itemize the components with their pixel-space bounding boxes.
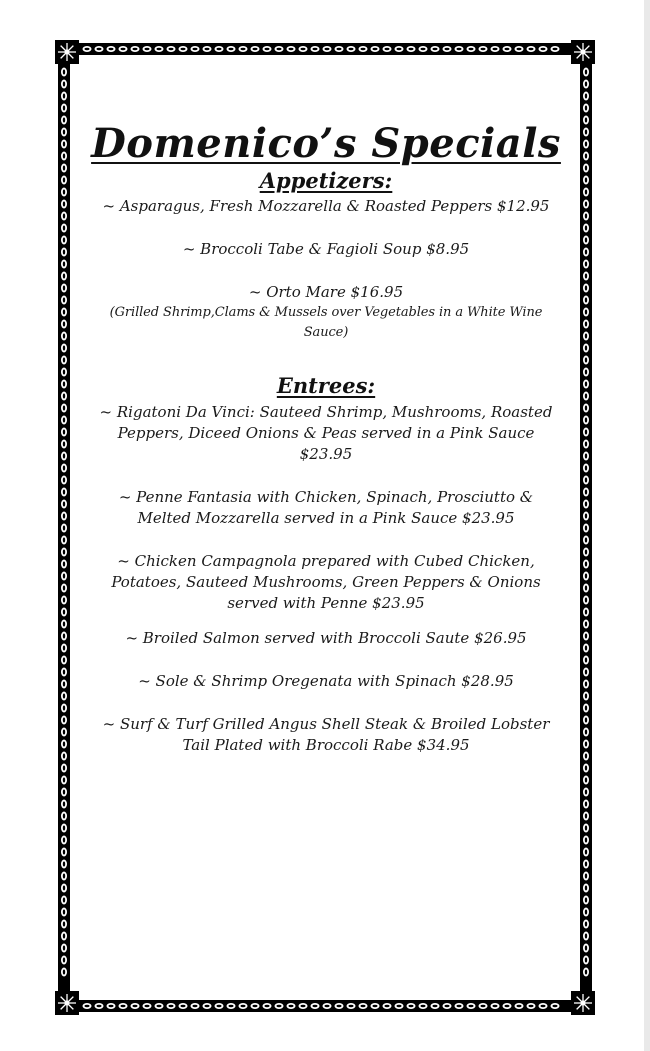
entree-item: ~ Broiled Salmon served with Broccoli Saute $26.95 xyxy=(125,629,527,647)
border-link-core xyxy=(585,742,587,747)
border-link-core xyxy=(63,934,65,939)
border-link-core xyxy=(63,298,65,303)
border-link-core xyxy=(585,418,587,423)
border-link-core xyxy=(433,48,438,50)
border-link-core xyxy=(585,526,587,531)
border-link-core xyxy=(121,1005,126,1007)
border-link-core xyxy=(63,178,65,183)
border-link-core xyxy=(373,48,378,50)
border-link-core xyxy=(63,310,65,315)
border-link-core xyxy=(63,442,65,447)
border-link-core xyxy=(63,538,65,543)
border-link-core xyxy=(585,694,587,699)
border-link-core xyxy=(585,142,587,147)
border-link-core xyxy=(337,48,342,50)
border-link-core xyxy=(409,48,414,50)
border-link-core xyxy=(457,48,462,50)
border-link-core xyxy=(181,48,186,50)
border-link-core xyxy=(553,48,558,50)
border-link-core xyxy=(63,766,65,771)
border-link-core xyxy=(385,1005,390,1007)
border-link-core xyxy=(63,838,65,843)
border-link-core xyxy=(517,1005,522,1007)
border-link-core xyxy=(63,790,65,795)
border-link-core xyxy=(63,370,65,375)
border-link-core xyxy=(63,106,65,111)
border-link-core xyxy=(63,922,65,927)
border-link-core xyxy=(63,274,65,279)
border-link-core xyxy=(585,154,587,159)
border-link-core xyxy=(409,1005,414,1007)
border-link-core xyxy=(585,934,587,939)
border-link-core xyxy=(585,490,587,495)
border-link-core xyxy=(63,730,65,735)
border-link-core xyxy=(585,958,587,963)
border-link-core xyxy=(145,1005,150,1007)
border-link-core xyxy=(63,526,65,531)
border-link-core xyxy=(63,634,65,639)
border-link-core xyxy=(585,970,587,975)
border-link-core xyxy=(63,346,65,351)
border-link-core xyxy=(325,48,330,50)
border-link-core xyxy=(585,430,587,435)
border-link-core xyxy=(63,598,65,603)
border-link-core xyxy=(63,418,65,423)
border-link-core xyxy=(63,358,65,363)
border-link-core xyxy=(585,238,587,243)
border-link-core xyxy=(541,1005,546,1007)
border-link-core xyxy=(169,1005,174,1007)
border-link-core xyxy=(63,250,65,255)
border-link-core xyxy=(337,1005,342,1007)
border-link-core xyxy=(193,48,198,50)
border-link-core xyxy=(229,1005,234,1007)
border-link-core xyxy=(181,1005,186,1007)
border-link-core xyxy=(585,178,587,183)
border-link-core xyxy=(585,286,587,291)
border-link-core xyxy=(585,718,587,723)
border-link-core xyxy=(63,130,65,135)
border-link-core xyxy=(63,502,65,507)
border-link-core xyxy=(253,48,258,50)
border-link-core xyxy=(63,586,65,591)
entree-item: ~ Chicken Campagnola prepared with Cubed Chicken, Potatoes, Sauteed Mushrooms, Green Peppers & Onions served with Penne $23.95 xyxy=(111,552,541,612)
border-link-core xyxy=(585,826,587,831)
border-link-core xyxy=(585,334,587,339)
border-link-core xyxy=(63,574,65,579)
border-link-core xyxy=(585,466,587,471)
border-link-core xyxy=(205,48,210,50)
border-link-core xyxy=(505,1005,510,1007)
border-link-core xyxy=(585,898,587,903)
border-link-core xyxy=(529,1005,534,1007)
border-link-core xyxy=(541,48,546,50)
border-link-core xyxy=(585,562,587,567)
border-link-core xyxy=(585,118,587,123)
border-link-core xyxy=(585,802,587,807)
border-link-core xyxy=(241,1005,246,1007)
border-link-core xyxy=(63,202,65,207)
border-link-core xyxy=(585,130,587,135)
border-link-core xyxy=(63,286,65,291)
border-link-core xyxy=(585,370,587,375)
border-link-core xyxy=(585,658,587,663)
border-link-core xyxy=(585,538,587,543)
border-link-core xyxy=(229,48,234,50)
border-link-core xyxy=(585,454,587,459)
border-link-core xyxy=(63,394,65,399)
border-link-core xyxy=(585,298,587,303)
border-link-core xyxy=(133,1005,138,1007)
corner-center xyxy=(581,50,586,55)
border-link-core xyxy=(121,48,126,50)
corner-center xyxy=(65,1001,70,1006)
border-link-core xyxy=(517,48,522,50)
border-link-core xyxy=(553,1005,558,1007)
border-link-core xyxy=(445,1005,450,1007)
border-link-core xyxy=(469,48,474,50)
border-link-core xyxy=(253,1005,258,1007)
border-link-core xyxy=(157,1005,162,1007)
border-link-core xyxy=(585,874,587,879)
border-link-core xyxy=(585,262,587,267)
border-link-core xyxy=(313,1005,318,1007)
border-link-core xyxy=(63,646,65,651)
border-link-core xyxy=(585,250,587,255)
border-link-core xyxy=(63,874,65,879)
border-link-core xyxy=(585,838,587,843)
border-link-core xyxy=(63,622,65,627)
border-link-core xyxy=(133,48,138,50)
border-link-core xyxy=(63,154,65,159)
border-link-core xyxy=(361,1005,366,1007)
border-link-core xyxy=(445,48,450,50)
border-link-core xyxy=(205,1005,210,1007)
border-link-core xyxy=(63,490,65,495)
border-link-core xyxy=(585,274,587,279)
border-link-core xyxy=(585,106,587,111)
border-link-core xyxy=(585,922,587,927)
border-link-core xyxy=(97,1005,102,1007)
border-link-core xyxy=(63,166,65,171)
border-link-core xyxy=(585,166,587,171)
border-link-core xyxy=(585,778,587,783)
border-link-core xyxy=(63,898,65,903)
border-link-core xyxy=(63,778,65,783)
border-link-core xyxy=(63,814,65,819)
border-link-core xyxy=(585,574,587,579)
border-link-core xyxy=(585,82,587,87)
border-link-core xyxy=(63,454,65,459)
border-link-core xyxy=(63,262,65,267)
border-link-core xyxy=(585,670,587,675)
border-link-core xyxy=(63,322,65,327)
corner-center xyxy=(581,1001,586,1006)
appetizer-item: ~ Asparagus, Fresh Mozzarella & Roasted Peppers $12.95 xyxy=(102,197,550,215)
border-link-core xyxy=(193,1005,198,1007)
border-link-core xyxy=(529,48,534,50)
border-link-core xyxy=(277,1005,282,1007)
border-link-core xyxy=(63,706,65,711)
border-link-core xyxy=(63,862,65,867)
border-link-core xyxy=(289,48,294,50)
appetizer-note: (Grilled Shrimp,Clams & Mussels over Vegetables in a White Wine Sauce) xyxy=(109,305,543,340)
border-link-core xyxy=(63,658,65,663)
appetizer-item: ~ Orto Mare $16.95 xyxy=(248,283,404,301)
border-link-core xyxy=(469,1005,474,1007)
border-link-core xyxy=(63,142,65,147)
border-link-core xyxy=(585,910,587,915)
border-link-core xyxy=(63,850,65,855)
border-link-core xyxy=(361,48,366,50)
border-link-core xyxy=(63,238,65,243)
border-link-core xyxy=(349,48,354,50)
border-link-core xyxy=(585,70,587,75)
border-link-core xyxy=(585,202,587,207)
border-link-core xyxy=(585,886,587,891)
border-link-core xyxy=(585,550,587,555)
border-link-core xyxy=(585,382,587,387)
border-link-core xyxy=(63,406,65,411)
border-link-core xyxy=(585,754,587,759)
border-link-core xyxy=(63,970,65,975)
border-link-core xyxy=(585,94,587,99)
page-edge-shadow xyxy=(644,0,650,1051)
border-link-core xyxy=(585,766,587,771)
border-link-core xyxy=(63,382,65,387)
border-link-core xyxy=(85,1005,90,1007)
border-link-core xyxy=(63,478,65,483)
border-link-core xyxy=(481,1005,486,1007)
border-link-core xyxy=(63,610,65,615)
border-link-core xyxy=(63,214,65,219)
border-link-core xyxy=(63,670,65,675)
border-link-core xyxy=(585,310,587,315)
border-link-core xyxy=(585,646,587,651)
border-link-core xyxy=(585,190,587,195)
border-link-core xyxy=(585,622,587,627)
border-link-core xyxy=(421,1005,426,1007)
border-link-core xyxy=(63,802,65,807)
border-link-core xyxy=(217,48,222,50)
border-link-core xyxy=(457,1005,462,1007)
border-link-core xyxy=(585,394,587,399)
border-link-core xyxy=(63,886,65,891)
appetizers-heading: Appetizers: xyxy=(259,168,393,193)
border-link-core xyxy=(585,790,587,795)
border-link-core xyxy=(585,478,587,483)
border-link-core xyxy=(585,406,587,411)
border-link-core xyxy=(63,742,65,747)
border-link-core xyxy=(109,1005,114,1007)
border-link-core xyxy=(265,48,270,50)
border-link-core xyxy=(289,1005,294,1007)
border-link-core xyxy=(585,226,587,231)
border-link-core xyxy=(585,610,587,615)
border-link-core xyxy=(63,70,65,75)
entree-item: ~ Penne Fantasia with Chicken, Spinach, Prosciutto & Melted Mozzarella served in a Pink Sauce $23.95 xyxy=(118,488,534,527)
border-link-core xyxy=(63,754,65,759)
border-link-core xyxy=(585,514,587,519)
border-link-core xyxy=(169,48,174,50)
border-link-core xyxy=(585,442,587,447)
border-link-core xyxy=(63,118,65,123)
border-link-core xyxy=(505,48,510,50)
border-link-core xyxy=(63,958,65,963)
border-link-core xyxy=(265,1005,270,1007)
border-link-core xyxy=(313,48,318,50)
border-link-core xyxy=(63,514,65,519)
entree-item: ~ Sole & Shrimp Oregenata with Spinach $28.95 xyxy=(138,672,514,690)
border-link-core xyxy=(63,682,65,687)
menu-content xyxy=(90,118,562,756)
border-link-core xyxy=(493,48,498,50)
menu-title: Domenico’s Specials xyxy=(91,120,561,167)
border-link-core xyxy=(585,214,587,219)
border-link-core xyxy=(493,1005,498,1007)
border-link-core xyxy=(63,334,65,339)
border-link-core xyxy=(63,82,65,87)
border-link-core xyxy=(109,48,114,50)
border-link-core xyxy=(63,94,65,99)
border-link-core xyxy=(585,706,587,711)
entrees-heading: Entrees: xyxy=(276,373,376,398)
border-link-core xyxy=(421,48,426,50)
border-link-core xyxy=(349,1005,354,1007)
border-link-core xyxy=(157,48,162,50)
border-link-core xyxy=(585,730,587,735)
border-link-core xyxy=(585,862,587,867)
border-link-core xyxy=(385,48,390,50)
entree-item: ~ Surf & Turf Grilled Angus Shell Steak & Broiled Lobster Tail Plated with Broccoli Rabe $34.95 xyxy=(102,715,550,754)
border-link-core xyxy=(85,48,90,50)
border-link-core xyxy=(63,562,65,567)
border-link-core xyxy=(63,694,65,699)
appetizer-item: ~ Broccoli Tabe & Fagioli Soup $8.95 xyxy=(182,240,470,258)
border-link-core xyxy=(397,48,402,50)
border-link-core xyxy=(585,502,587,507)
border-link-core xyxy=(301,1005,306,1007)
border-link-core xyxy=(481,48,486,50)
border-link-core xyxy=(397,1005,402,1007)
border-link-core xyxy=(63,226,65,231)
border-link-core xyxy=(585,358,587,363)
border-link-core xyxy=(217,1005,222,1007)
border-link-core xyxy=(373,1005,378,1007)
border-link-core xyxy=(63,910,65,915)
entree-item: ~ Rigatoni Da Vinci: Sauteed Shrimp, Mushrooms, Roasted Peppers, Diceed Onions & Peas served in a Pink Sauce $23.95 xyxy=(99,403,553,463)
border-link-core xyxy=(585,322,587,327)
border-link-core xyxy=(585,586,587,591)
border-link-core xyxy=(585,634,587,639)
border-link-core xyxy=(63,946,65,951)
border-link-core xyxy=(301,48,306,50)
border-link-core xyxy=(585,946,587,951)
border-link-core xyxy=(241,48,246,50)
border-link-core xyxy=(63,190,65,195)
border-link-core xyxy=(63,466,65,471)
border-link-core xyxy=(277,48,282,50)
border-link-core xyxy=(585,598,587,603)
border-link-core xyxy=(325,1005,330,1007)
border-link-core xyxy=(63,718,65,723)
border-link-core xyxy=(63,826,65,831)
border-link-core xyxy=(585,346,587,351)
border-link-core xyxy=(585,850,587,855)
border-link-core xyxy=(63,550,65,555)
corner-center xyxy=(65,50,70,55)
border-link-core xyxy=(585,682,587,687)
border-link-core xyxy=(433,1005,438,1007)
border-link-core xyxy=(585,814,587,819)
border-link-core xyxy=(145,48,150,50)
border-link-core xyxy=(63,430,65,435)
border-link-core xyxy=(97,48,102,50)
